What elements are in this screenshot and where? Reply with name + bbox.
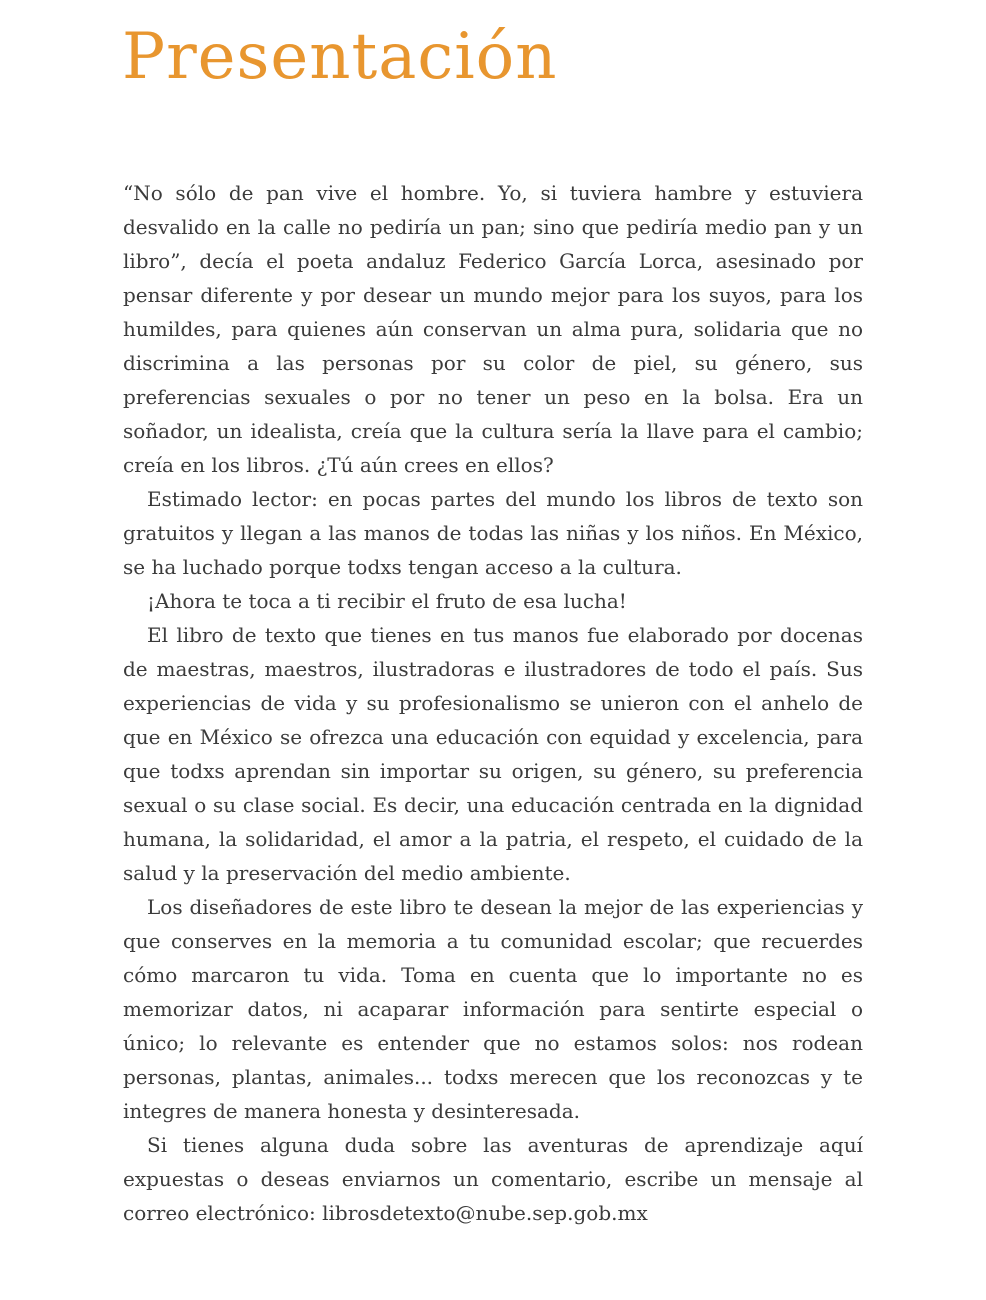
paragraph-disenadores: Los diseñadores de este libro te desean la mejor de las experiencias y que conserves en la memoria a tu comunidad escolar; que recuerdes cómo marcaron tu vida. Toma en cuenta que lo importante no es memorizar datos, ni acaparar información para sentirte especial o único; lo relevante es entender que no estamos solos: nos rodean personas, plantas, animales... todxs merecen que los reconozcas y te integres de manera honesta y desinteresada. xyxy=(123,895,863,1123)
paragraph-libro-de-texto: El libro de texto que tienes en tus manos fue elaborado por docenas de maestras, maestros, ilustradoras e ilustradores de todo el país. Sus experiencias de vida y su profesionalismo se unieron con el anhelo de que en México se ofrezca una educación con equidad y excelencia, para que todxs aprendan sin importar su origen, su género, su preferencia sexual o su clase social. Es decir, una educación centrada en la dignidad humana, la solidaridad, el amor a la patria, el respeto, el cuidado de la salud y la preservación del medio ambiente. xyxy=(123,623,863,885)
presentation-body xyxy=(123,176,863,1230)
paragraph-lorca-quote: “No sólo de pan vive el hombre. Yo, si tuviera hambre y estuviera desvalido en la calle no pediría un pan; sino que pediría medio pan y un libro”, decía el poeta andaluz Federico García Lorca, asesinado por pensar diferente y por desear un mundo mejor para los suyos, para los humildes, para quienes aún conservan un alma pura, solidaria que no discrimina a las personas por su color de piel, su género, sus preferencias sexuales o por no tener un peso en la bolsa. Era un soñador, un idealista, creía que la cultura sería la llave para el cambio; creía en los libros. ¿Tú aún crees en ellos? xyxy=(123,181,863,477)
paragraph-estimado-lector: Estimado lector: en pocas partes del mundo los libros de texto son gratuitos y llegan a las manos de todas las niñas y los niños. En México, se ha luchado porque todxs tengan acceso a la cultura. xyxy=(123,487,863,579)
paragraph-ahora-te-toca: ¡Ahora te toca a ti recibir el fruto de esa lucha! xyxy=(147,589,627,613)
paragraph-contacto: Si tienes alguna duda sobre las aventuras de aprendizaje aquí expuestas o deseas enviarnos un comentario, escribe un mensaje al correo electrónico: librosdetexto@nube.sep.gob.mx xyxy=(123,1133,863,1225)
page-title: Presentación xyxy=(122,20,558,94)
